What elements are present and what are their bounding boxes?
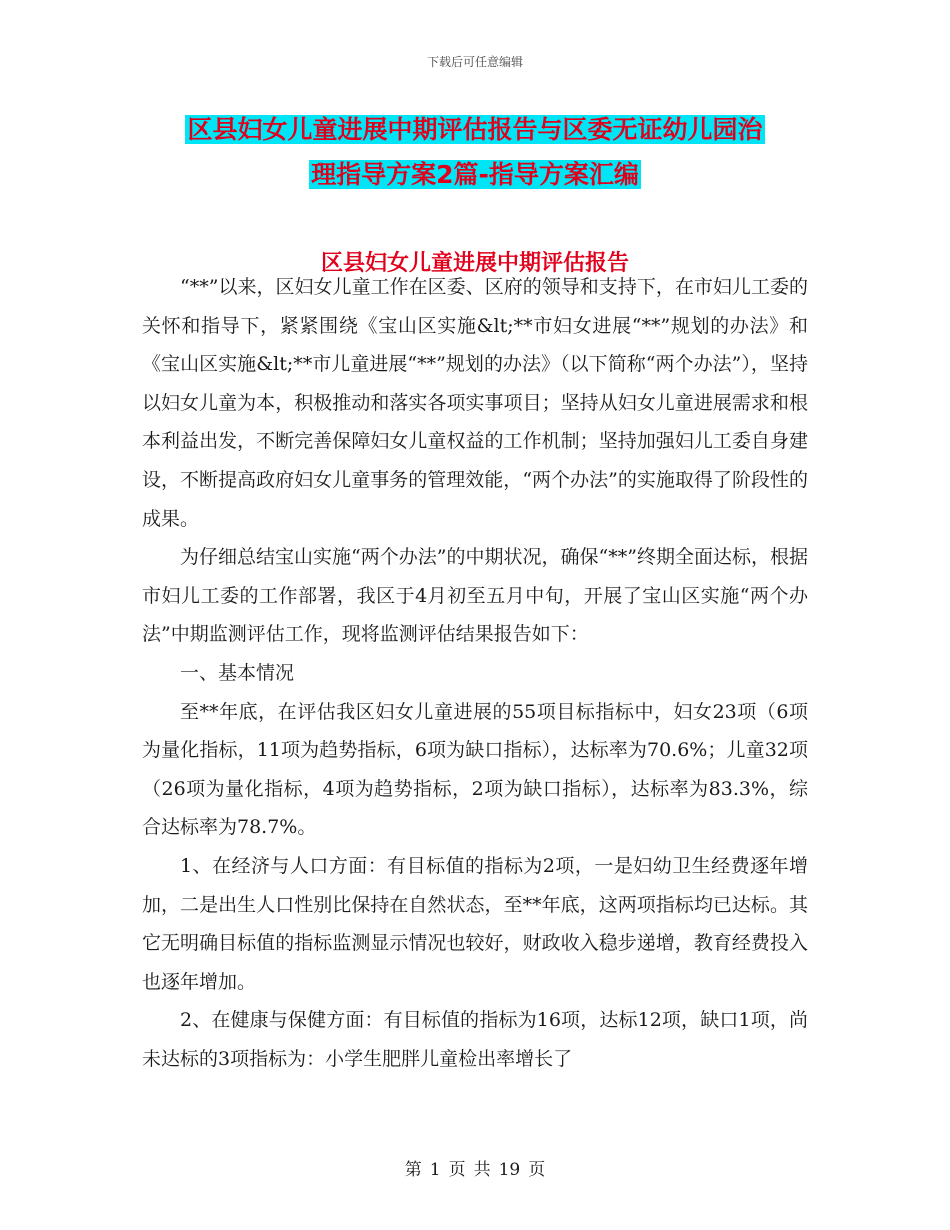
paragraph: 2、在健康与保健方面：有目标值的指标为16项，达标12项，缺口1项，尚未达标的3项指标为：小学生肥胖儿童检出率增长了 <box>142 1009 808 1070</box>
paragraph: 为仔细总结宝山实施“两个办法”的中期状况，确保“**”终期全面达标，根据市妇儿工委的工作部署，我区于4月初至五月中旬，开展了宝山区实施“两个办法”中期监测评估工作，现将监测评估结果报告如下： <box>142 546 808 646</box>
page-footer <box>0 1155 950 1180</box>
total-pages: 19 <box>498 1160 521 1180</box>
paragraph-heading: 一、基本情况 <box>180 661 295 684</box>
footer-page-word: 页 <box>448 1160 466 1180</box>
document-title-line-2-text: 理指导方案2篇-指导方案汇编 <box>311 160 639 189</box>
section-title: 区县妇女儿童进展中期评估报告 <box>320 251 629 276</box>
document-title-line-1-text: 区县妇女儿童进展中期评估报告与区委无证幼儿园治 <box>187 115 763 144</box>
footer-suffix: 页 <box>528 1160 546 1180</box>
document-title-line-1 <box>0 110 950 150</box>
document-title-line-2 <box>0 155 950 195</box>
paragraph: 1、在经济与人口方面：有目标值的指标为2项，一是妇幼卫生经费逐年增加，二是出生人口性别比保持在自然状态，至**年底，这两项指标均已达标。其它无明确目标值的指标监测显示情况也较好，财政收入稳步递增，教育经费投入也逐年增加。 <box>142 854 808 993</box>
footer-total-word: 共 <box>473 1160 491 1180</box>
footer-prefix: 第 <box>404 1160 422 1180</box>
header-note: 下载后可任意编辑 <box>426 55 523 69</box>
page-number: 1 <box>429 1160 441 1180</box>
paragraph: “**”以来，区妇女儿童工作在区委、区府的领导和支持下，在市妇儿工委的关怀和指导下，紧紧围绕《宝山区实施&lt;**市妇女进展“**”规划的办法》和《宝山区实施&lt;**市儿童进展“**”规划的办法》（以下简称“两个办法”），坚持以妇女儿童为本，积极推动和落实各项实事项目；坚持从妇女儿童进展需求和根本利益出发，不断完善保障妇女儿童权益的工作机制；坚持加强妇儿工委自身建设，不断提高政府妇女儿童事务的管理效能，“两个办法”的实施取得了阶段性的成果。 <box>142 276 808 530</box>
paragraph: 至**年底，在评估我区妇女儿童进展的55项目标指标中，妇女23项（6项为量化指标，11项为趋势指标，6项为缺口指标），达标率为70.6%；儿童32项（26项为量化指标，4项为趋势指标，2项为缺口指标），达标率为83.3%，综合达标率为78.7%。 <box>142 700 808 839</box>
body-text <box>142 268 808 1078</box>
